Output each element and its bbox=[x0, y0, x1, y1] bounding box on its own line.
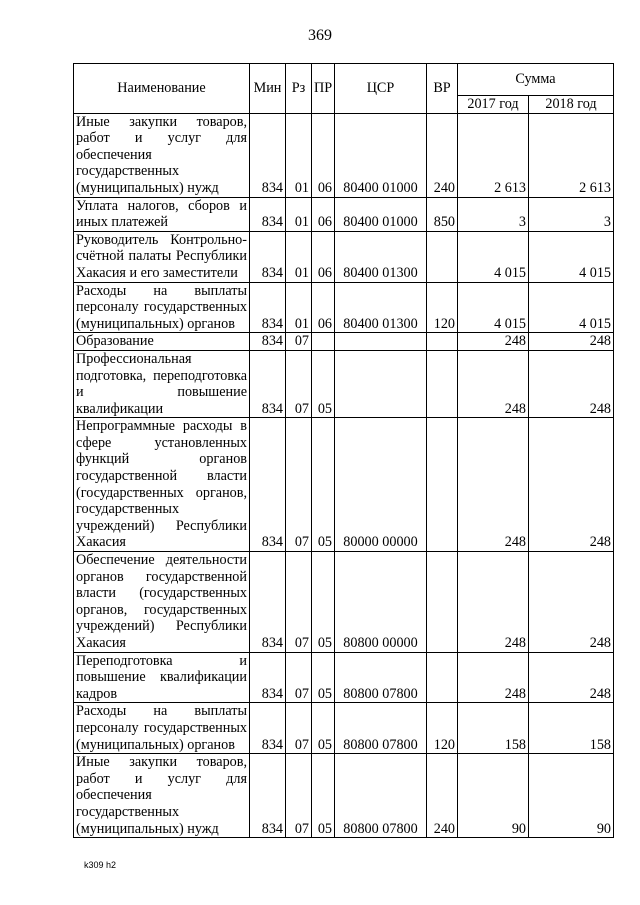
header-vr: ВР bbox=[427, 64, 458, 114]
table-row bbox=[74, 282, 614, 333]
row-sum-2017: 90 bbox=[458, 754, 529, 838]
row-sum-2018: 90 bbox=[529, 754, 614, 838]
row-pr bbox=[312, 333, 335, 351]
row-pr: 05 bbox=[312, 703, 335, 754]
row-vr: 120 bbox=[427, 282, 458, 333]
row-rz: 01 bbox=[286, 231, 312, 282]
row-vr bbox=[427, 231, 458, 282]
row-rz: 07 bbox=[286, 652, 312, 703]
row-name: Переподготовка и повышение квалификации кадров bbox=[74, 652, 250, 703]
row-sum-2018: 4 015 bbox=[529, 282, 614, 333]
row-min: 834 bbox=[250, 552, 286, 653]
table-row bbox=[74, 231, 614, 282]
row-sum-2018: 248 bbox=[529, 652, 614, 703]
row-vr: 850 bbox=[427, 197, 458, 231]
row-pr: 06 bbox=[312, 197, 335, 231]
row-min: 834 bbox=[250, 333, 286, 351]
row-csr: 80800 07800 bbox=[335, 703, 427, 754]
row-rz: 07 bbox=[286, 754, 312, 838]
row-sum-2017: 248 bbox=[458, 418, 529, 552]
row-csr: 80400 01300 bbox=[335, 231, 427, 282]
table-row bbox=[74, 754, 614, 838]
header-name: Наименование bbox=[74, 64, 250, 114]
row-min: 834 bbox=[250, 231, 286, 282]
row-sum-2017: 2 613 bbox=[458, 113, 529, 197]
header-rz: Рз bbox=[286, 64, 312, 114]
row-vr: 120 bbox=[427, 703, 458, 754]
row-pr: 05 bbox=[312, 652, 335, 703]
footer-code: k309 h2 bbox=[84, 860, 117, 870]
row-sum-2018: 248 bbox=[529, 333, 614, 351]
row-sum-2018: 3 bbox=[529, 197, 614, 231]
row-min: 834 bbox=[250, 703, 286, 754]
row-vr bbox=[427, 652, 458, 703]
row-sum-2018: 2 613 bbox=[529, 113, 614, 197]
row-pr: 05 bbox=[312, 754, 335, 838]
row-sum-2017: 248 bbox=[458, 652, 529, 703]
row-rz: 01 bbox=[286, 197, 312, 231]
header-pr: ПР bbox=[312, 64, 335, 114]
page-number: 369 bbox=[308, 27, 332, 44]
row-sum-2017: 4 015 bbox=[458, 282, 529, 333]
row-vr: 240 bbox=[427, 113, 458, 197]
row-sum-2017: 3 bbox=[458, 197, 529, 231]
row-vr bbox=[427, 552, 458, 653]
header-year-2017: 2017 год bbox=[458, 96, 529, 114]
row-csr: 80800 07800 bbox=[335, 754, 427, 838]
row-vr bbox=[427, 333, 458, 351]
row-pr: 06 bbox=[312, 282, 335, 333]
row-csr: 80400 01000 bbox=[335, 197, 427, 231]
row-csr: 80800 00000 bbox=[335, 552, 427, 653]
row-sum-2018: 248 bbox=[529, 552, 614, 653]
row-name: Иные закупки товаров, работ и услуг для обеспечения государственных (муниципальных) нужд bbox=[74, 113, 250, 197]
row-pr: 05 bbox=[312, 350, 335, 417]
row-name: Иные закупки товаров, работ и услуг для обеспечения государственных (муниципальных) нужд bbox=[74, 754, 250, 838]
row-csr bbox=[335, 333, 427, 351]
row-rz: 07 bbox=[286, 333, 312, 351]
table-row bbox=[74, 652, 614, 703]
table-row bbox=[74, 552, 614, 653]
table-row bbox=[74, 350, 614, 417]
row-sum-2017: 248 bbox=[458, 333, 529, 351]
row-name: Профессиональная подготовка, переподготовка и повышение квалификации bbox=[74, 350, 250, 417]
row-min: 834 bbox=[250, 418, 286, 552]
table-row bbox=[74, 113, 614, 197]
row-rz: 07 bbox=[286, 418, 312, 552]
row-min: 834 bbox=[250, 652, 286, 703]
table-row bbox=[74, 703, 614, 754]
row-min: 834 bbox=[250, 350, 286, 417]
row-sum-2017: 158 bbox=[458, 703, 529, 754]
header-min: Мин bbox=[250, 64, 286, 114]
row-csr: 80000 00000 bbox=[335, 418, 427, 552]
row-name: Обеспечение деятельности органов государственной власти (государственных органов, государственных учреждений) Республики Хакасия bbox=[74, 552, 250, 653]
row-pr: 05 bbox=[312, 552, 335, 653]
row-pr: 05 bbox=[312, 418, 335, 552]
row-csr: 80400 01300 bbox=[335, 282, 427, 333]
row-pr: 06 bbox=[312, 113, 335, 197]
row-vr bbox=[427, 350, 458, 417]
row-pr: 06 bbox=[312, 231, 335, 282]
row-sum-2018: 4 015 bbox=[529, 231, 614, 282]
row-sum-2018: 248 bbox=[529, 350, 614, 417]
row-sum-2017: 4 015 bbox=[458, 231, 529, 282]
row-csr: 80400 01000 bbox=[335, 113, 427, 197]
row-min: 834 bbox=[250, 197, 286, 231]
table-row bbox=[74, 197, 614, 231]
row-sum-2017: 248 bbox=[458, 552, 529, 653]
row-rz: 07 bbox=[286, 552, 312, 653]
row-min: 834 bbox=[250, 113, 286, 197]
row-name: Непрограммные расходы в сфере установленных функций органов государственной власти (государственных органов, государственных учреждений) Республики Хакасия bbox=[74, 418, 250, 552]
row-name: Уплата налогов, сборов и иных платежей bbox=[74, 197, 250, 231]
budget-table bbox=[73, 63, 614, 838]
row-rz: 01 bbox=[286, 282, 312, 333]
row-name: Расходы на выплаты персоналу государственных (муниципальных) органов bbox=[74, 703, 250, 754]
row-min: 834 bbox=[250, 282, 286, 333]
row-sum-2018: 248 bbox=[529, 418, 614, 552]
row-sum-2017: 248 bbox=[458, 350, 529, 417]
row-rz: 07 bbox=[286, 350, 312, 417]
row-rz: 01 bbox=[286, 113, 312, 197]
row-sum-2018: 158 bbox=[529, 703, 614, 754]
header-csr: ЦСР bbox=[335, 64, 427, 114]
header-sum: Сумма bbox=[458, 64, 614, 96]
table-row bbox=[74, 333, 614, 351]
row-min: 834 bbox=[250, 754, 286, 838]
row-csr bbox=[335, 350, 427, 417]
row-rz: 07 bbox=[286, 703, 312, 754]
row-csr: 80800 07800 bbox=[335, 652, 427, 703]
row-name: Образование bbox=[74, 333, 250, 351]
row-vr: 240 bbox=[427, 754, 458, 838]
table-row bbox=[74, 418, 614, 552]
header-year-2018: 2018 год bbox=[529, 96, 614, 114]
row-name: Руководитель Контрольно-счётной палаты Республики Хакасия и его заместители bbox=[74, 231, 250, 282]
row-name: Расходы на выплаты персоналу государственных (муниципальных) органов bbox=[74, 282, 250, 333]
row-vr bbox=[427, 418, 458, 552]
